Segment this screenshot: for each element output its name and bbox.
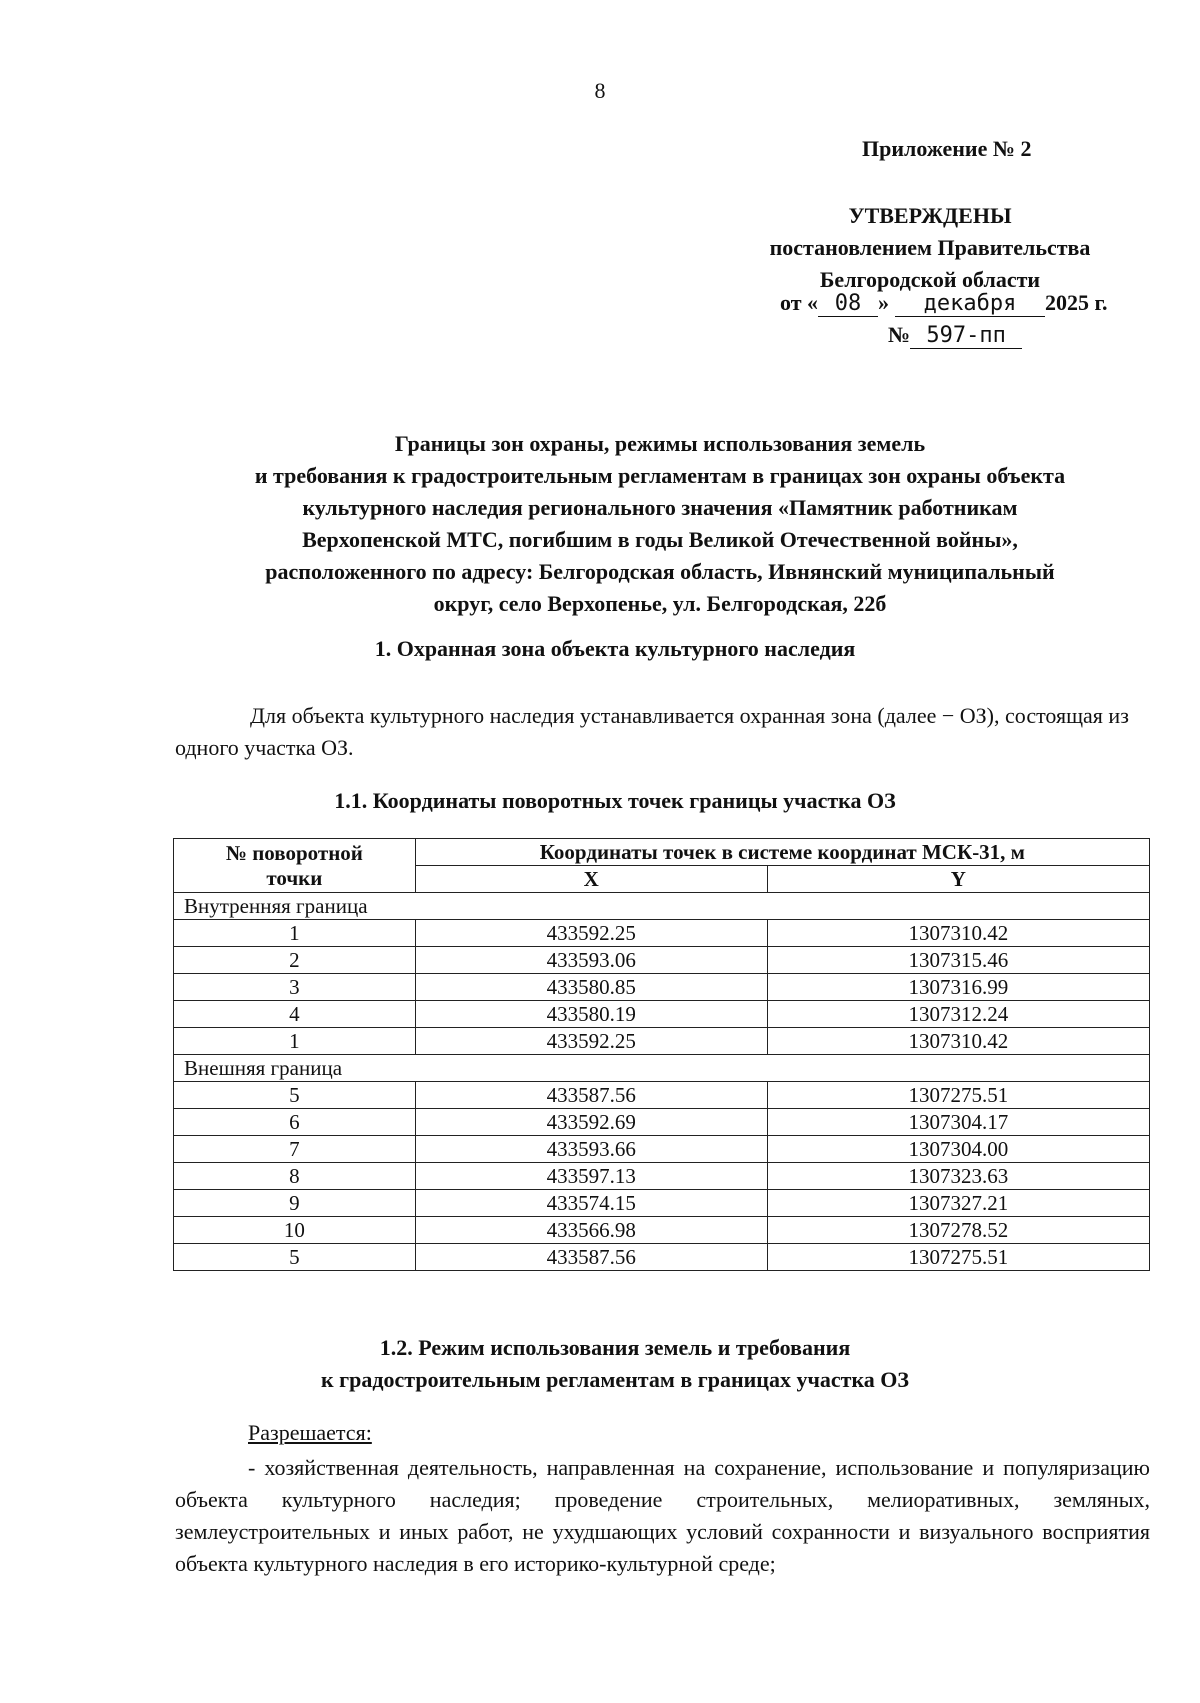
cell-y: 1307323.63 — [767, 1163, 1149, 1190]
title-line: округ, село Верхопенье, ул. Белгородская, 22б — [433, 591, 887, 616]
cell-y: 1307316.99 — [767, 974, 1149, 1001]
title-line: Верхопенской МТС, погибшим в годы Великой Отечественной войны», — [302, 527, 1018, 552]
cell-x: 433592.25 — [415, 1028, 767, 1055]
number-value: 597-пп — [910, 324, 1022, 349]
number-prefix: № — [888, 322, 911, 347]
table-row — [174, 1190, 1150, 1217]
cell-point: 3 — [174, 974, 416, 1001]
table-row — [174, 1244, 1150, 1271]
cell-point: 2 — [174, 947, 416, 974]
coordinates-table — [173, 838, 1150, 1271]
cell-x: 433593.06 — [415, 947, 767, 974]
table-row — [174, 947, 1150, 974]
cell-point: 5 — [174, 1244, 416, 1271]
cell-y: 1307310.42 — [767, 1028, 1149, 1055]
header-point — [174, 839, 416, 893]
cell-x: 433566.98 — [415, 1217, 767, 1244]
header-y: Y — [767, 866, 1149, 893]
table-row — [174, 1163, 1150, 1190]
outer-boundary-label: Внешняя граница — [174, 1055, 1150, 1082]
section1-2-heading-line1: 1.2. Режим использования земель и требования — [379, 1335, 851, 1360]
section-row-inner — [174, 893, 1150, 920]
cell-x: 433580.19 — [415, 1001, 767, 1028]
cell-point: 10 — [174, 1217, 416, 1244]
allowed-item: - хозяйственная деятельность, направленная на сохранение, использование и популяризацию объекта культурного наследия; проведение строительных, мелиоративных, земляных, землеустроительных и иных работ, не ухудшающих условий сохранности и визуального восприятия объекта культурного наследия в его историко-культурной среде; — [175, 1455, 1150, 1576]
section1-2-heading — [0, 1332, 1200, 1396]
section1-heading: 1. Охранная зона объекта культурного наследия — [374, 636, 856, 661]
cell-y: 1307304.00 — [767, 1136, 1149, 1163]
page-number: 8 — [594, 78, 606, 103]
header-coords: Координаты точек в системе координат МСК-31, м — [415, 839, 1149, 866]
title-line: Границы зон охраны, режимы использования земель — [394, 431, 926, 456]
cell-point: 1 — [174, 1028, 416, 1055]
title-line: и требования к градостроительным регламентам в границах зон охраны объекта — [254, 463, 1066, 488]
cell-y: 1307275.51 — [767, 1082, 1149, 1109]
cell-x: 433592.25 — [415, 920, 767, 947]
document-title — [170, 428, 1150, 620]
cell-x: 433580.85 — [415, 974, 767, 1001]
cell-y: 1307315.46 — [767, 947, 1149, 974]
section1-paragraph: Для объекта культурного наследия устанавливается охранная зона (далее − ОЗ), состоящая из одного участка ОЗ. — [175, 703, 1129, 760]
header-x: X — [415, 866, 767, 893]
cell-point: 9 — [174, 1190, 416, 1217]
section1-1-heading: 1.1. Координаты поворотных точек границы участка ОЗ — [334, 788, 896, 813]
table-row — [174, 1217, 1150, 1244]
cell-y: 1307278.52 — [767, 1217, 1149, 1244]
approval-block — [700, 200, 1160, 296]
cell-x: 433574.15 — [415, 1190, 767, 1217]
approval-date — [780, 290, 1108, 317]
table-row — [174, 1109, 1150, 1136]
cell-point: 4 — [174, 1001, 416, 1028]
title-line: расположенного по адресу: Белгородская область, Ивнянский муниципальный — [265, 559, 1055, 584]
header-point-line2: точки — [266, 865, 323, 890]
cell-y: 1307327.21 — [767, 1190, 1149, 1217]
cell-point: 7 — [174, 1136, 416, 1163]
cell-point: 8 — [174, 1163, 416, 1190]
date-year: 2025 г. — [1045, 290, 1108, 315]
approved-by-line2: Белгородской области — [819, 267, 1041, 292]
date-month: декабря — [895, 292, 1045, 317]
table-row — [174, 1001, 1150, 1028]
cell-y: 1307304.17 — [767, 1109, 1149, 1136]
cell-point: 1 — [174, 920, 416, 947]
section-row-outer — [174, 1055, 1150, 1082]
date-mid: » — [878, 290, 890, 315]
header-point-line1: № поворотной — [225, 840, 363, 865]
date-day: 08 — [818, 292, 878, 317]
inner-boundary-label: Внутренняя граница — [174, 893, 1150, 920]
table-row — [174, 920, 1150, 947]
cell-x: 433597.13 — [415, 1163, 767, 1190]
cell-x: 433592.69 — [415, 1109, 767, 1136]
cell-point: 6 — [174, 1109, 416, 1136]
approval-number — [888, 322, 1022, 349]
section1-2-heading-line2: к градостроительным регламентам в границах участка ОЗ — [320, 1367, 910, 1392]
cell-y: 1307275.51 — [767, 1244, 1149, 1271]
table-row — [174, 1082, 1150, 1109]
table-row — [174, 1136, 1150, 1163]
cell-point: 5 — [174, 1082, 416, 1109]
appendix-label: Приложение № 2 — [862, 136, 1032, 161]
table-row — [174, 974, 1150, 1001]
approved-heading: УТВЕРЖДЕНЫ — [848, 203, 1012, 228]
cell-y: 1307312.24 — [767, 1001, 1149, 1028]
date-prefix: от « — [780, 290, 819, 315]
cell-x: 433587.56 — [415, 1244, 767, 1271]
cell-y: 1307310.42 — [767, 920, 1149, 947]
cell-x: 433593.66 — [415, 1136, 767, 1163]
approved-by-line1: постановлением Правительства — [769, 235, 1091, 260]
allowed-label: Разрешается: — [248, 1420, 372, 1445]
table-row — [174, 1028, 1150, 1055]
title-line: культурного наследия регионального значения «Памятник работникам — [302, 495, 1018, 520]
cell-x: 433587.56 — [415, 1082, 767, 1109]
